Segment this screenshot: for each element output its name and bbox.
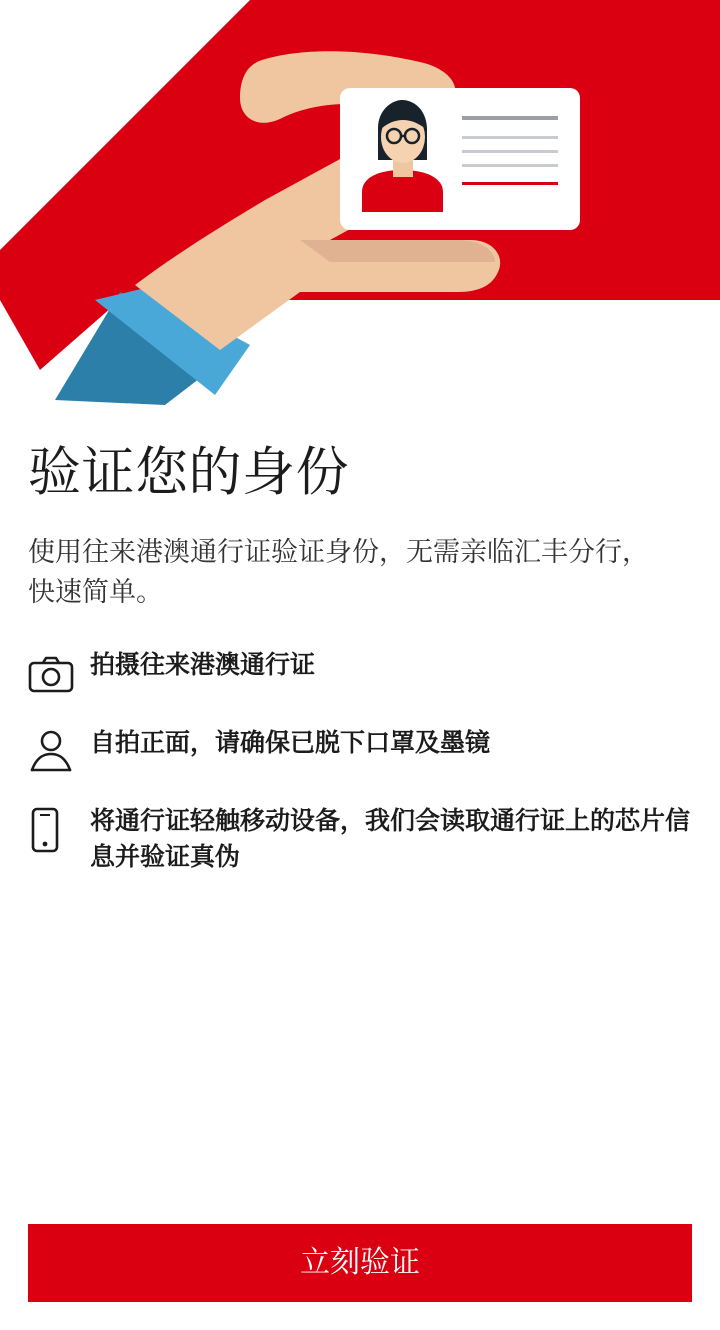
list-item (28, 647, 692, 699)
camera-icon (28, 649, 84, 699)
list-item (28, 725, 692, 777)
steps-list (28, 647, 692, 876)
selfie-person-icon (28, 727, 84, 777)
verify-now-button[interactable]: 立刻验证 (28, 1224, 692, 1302)
list-item (28, 803, 692, 876)
page-title: 验证您的身份 (28, 443, 349, 502)
page-subtitle: 使用往来港澳通行证验证身份，无需亲临汇丰分行，快速简单。 (28, 536, 649, 608)
hand-holding-id-card-illustration (0, 0, 720, 405)
hero-illustration (0, 0, 720, 405)
main-content (0, 405, 720, 1224)
footer (0, 1224, 720, 1330)
list-item-label: 拍摄往来港澳通行证 (90, 650, 316, 679)
list-item-label: 将通行证轻触移动设备，我们会读取通行证上的芯片信息并验证真伪 (90, 806, 691, 872)
list-item-label: 自拍正面，请确保已脱下口罩及墨镜 (90, 728, 491, 757)
mobile-phone-icon (28, 805, 84, 855)
